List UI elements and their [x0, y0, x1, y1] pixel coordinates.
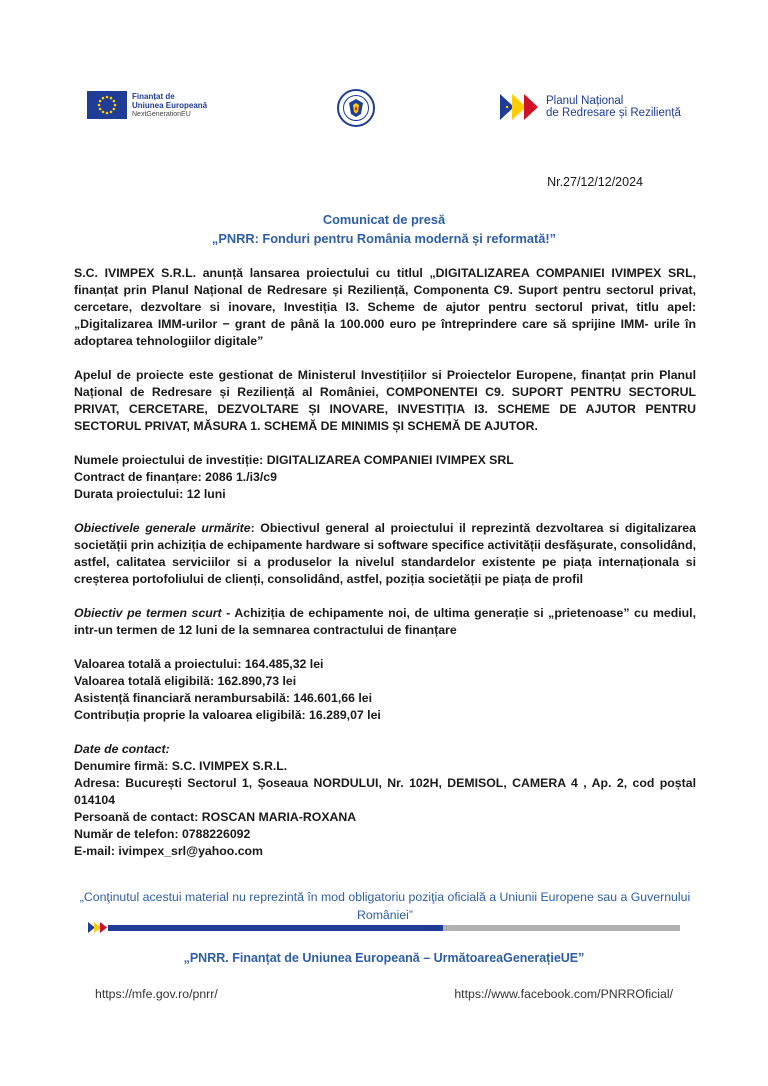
own-contribution: Contribuția proprie la valoarea eligibilă: 16.289,07 lei [74, 708, 381, 722]
contact-label: Date de contact: [74, 742, 170, 756]
eu-funding-logo [87, 91, 207, 119]
eu-logo-line2: Uniunea Europeană [132, 100, 208, 110]
project-duration: Durata proiectului: 12 luni [74, 487, 226, 501]
divider-light-segment [443, 925, 680, 931]
header-logos [0, 88, 768, 128]
eu-logo-line1: Finanțat de [132, 91, 175, 101]
email-address: E-mail: ivimpex_srl@yahoo.com [74, 844, 263, 858]
footer-divider-bar [88, 922, 680, 933]
pnrr-logo-line1: Planul Național [546, 95, 624, 107]
mfe-link[interactable]: https://mfe.gov.ro/pnrr/ [95, 987, 218, 1001]
short-term-paragraph [74, 605, 696, 639]
pnrr-logo-line2: de Redresare și Reziliență [546, 107, 681, 119]
total-value: Valoarea totală a proiectului: 164.485,32 lei [74, 657, 324, 671]
footer-slogan: „PNRR. Finanțat de Uniunea Europeană – UrmătoareaGenerațieUE” [183, 951, 585, 965]
objectives-paragraph [74, 520, 696, 588]
intro-paragraph: S.C. IVIMPEX S.R.L. anunță lansarea proiectului cu titlul „DIGITALIZAREA COMPANIEI IVIMPEX SRL, finanțat prin Planul Național de Redresare și Reziliență, Componenta C9. Suport pentru sectorul privat, cercetare, dezvoltare si inovare, Investiția I3. Scheme de ajutor pentru sectorul privat, titlu apel: „Digitalizarea IMM-urilor − grant de până la 100.000 euro pe întreprindere care să sprijine IMM- urile în adoptarea tehnologiilor digitale” [74, 266, 696, 348]
call-paragraph: Apelul de proiecte este gestionat de Ministerul Investițiilor si Proiectelor Europene, finanțat prin Planul Național de Redresare și Reziliență al României, COMPONENTEI C9. SUPORT PENTRU SECTORUL PRIVAT, CERCETARE, DEZVOLTARE ȘI INOVARE, INVESTIȚIA I3. SCHEME DE AJUTOR PENTRU SECTORUL PRIVAT, MĂSURA 1. SCHEMĂ DE MINIMIS ȘI SCHEMĂ DE AJUTOR. [74, 368, 696, 433]
phone-number: Număr de telefon: 0788226092 [74, 827, 251, 841]
non-refundable-assistance: Asistență financiară nerambursabilă: 146.601,66 lei [74, 691, 373, 705]
divider-dark-segment [108, 925, 443, 931]
facebook-link[interactable]: https://www.facebook.com/PNRROficial/ [454, 987, 673, 1001]
document-body [74, 265, 696, 860]
contact-person: Persoană de contact: ROSCAN MARIA-ROXANA [74, 810, 357, 824]
eu-logo-line3: NextGenerationEU [132, 110, 191, 118]
eu-flag-icon [87, 91, 127, 119]
romanian-government-seal-icon [336, 88, 376, 128]
short-term-label: Obiectiv pe termen scurt [74, 606, 222, 620]
divider-arrow-icon [88, 922, 110, 933]
company-name: Denumire firmă: S.C. IVIMPEX S.R.L. [74, 759, 288, 773]
project-name: Numele proiectului de investiție: DIGITALIZAREA COMPANIEI IVIMPEX SRL [74, 453, 514, 467]
disclaimer: „Conţinutul acestui material nu reprezintă în mod obligatoriu poziţia oficială a Uniunii Europene sau a Guvernului României” [79, 890, 691, 922]
document-number: Nr.27/12/12/2024 [547, 175, 643, 189]
pnrr-logo [500, 94, 681, 120]
title-line1: Comunicat de presă [322, 212, 446, 227]
company-address: Adresa: București Sectorul 1, Șoseaua NORDULUI, Nr. 102H, DEMISOL, CAMERA 4 , Ap. 2, cod poștal 014104 [74, 776, 696, 807]
press-release-title [0, 210, 768, 248]
objectives-text: : Obiectivul general al proiectului il reprezintă dezvoltarea si digitalizarea societății prin achiziția de echipamente hardware si software specifice activității desfășurate, consolidând, astfel, calitatea serviciilor si a produselor la nivelul standardelor existente pe piața internaționala si creșterea portofoliului de clienți, consolidând, astfel, poziția societății pe piața de profil [74, 521, 696, 586]
pnrr-arrow-icon [500, 94, 542, 120]
contract-number: Contract de finanțare: 2086 1./i3/c9 [74, 470, 277, 484]
short-term-text: - Achiziția de echipamente noi, de ultima generație si „prietenoase” cu mediul, intr-un termen de 12 luni de la semnarea contractului de finanțare [74, 606, 697, 637]
title-line2: „PNRR: Fonduri pentru România modernă și reformată!” [211, 231, 557, 246]
eligible-value: Valoarea totală eligibilă: 162.890,73 lei [74, 674, 297, 688]
objectives-label: Obiectivele generale urmărite [74, 521, 251, 535]
